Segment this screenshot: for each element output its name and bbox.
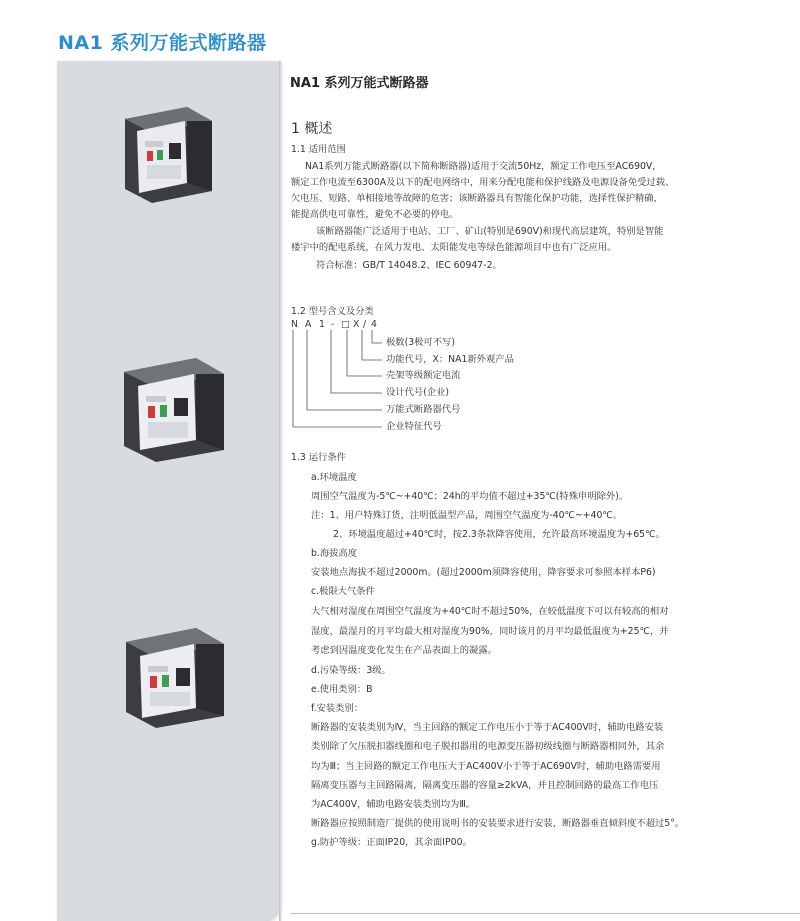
model-char: A — [305, 319, 312, 330]
paragraph-line: 楼宇中的配电系统，在风力发电、太阳能发电等绿色能源项目中也有广泛应用。 — [291, 242, 617, 253]
model-char: N — [291, 319, 298, 330]
paragraph-line: c.极限大气条件 — [311, 586, 375, 597]
paragraph-line: 该断路器能广泛适用于电站、工厂、矿山(特别是690V)和现代高层建筑，特别是智能 — [316, 226, 664, 237]
paragraph-line: 额定工作电流至6300A及以下的配电网络中，用来分配电能和保护线路及电源设备免受过载、 — [291, 177, 675, 188]
paragraph-line: 为AC400V，辅助电路安装类别均为Ⅲ。 — [311, 799, 476, 810]
paragraph-line: e.使用类别：B — [311, 684, 373, 695]
subsection-title: 1.3 运行条件 — [291, 452, 346, 463]
paragraph-line: 能提高供电可靠性，避免不必要的停电。 — [291, 209, 459, 220]
paragraph-line: 安装地点海拔不超过2000m。(超过2000m须降容使用，降容要求可参照本样本P6) — [311, 567, 656, 578]
model-label: 功能代号，X：NA1新外观产品 — [386, 354, 514, 365]
breaker-image-3 — [120, 620, 230, 730]
paragraph-line: a.环境温度 — [311, 472, 357, 483]
subsection-title: 1.1 适用范围 — [291, 144, 346, 155]
model-char: X — [353, 319, 360, 330]
paragraph-line: 大气相对湿度在周围空气温度为+40℃时不超过50%，在较低温度下可以有较高的相对 — [311, 606, 669, 617]
model-bracket-lines — [285, 330, 385, 434]
paragraph-line: 断路器的安装类别为Ⅳ，当主回路的额定工作电压小于等于AC400V时，辅助电路安装 — [311, 722, 664, 733]
model-label: 壳架等级额定电流 — [386, 370, 461, 381]
subsection-title: 1.2 型号含义及分类 — [291, 306, 374, 317]
model-char: / — [363, 319, 367, 330]
model-char: - — [331, 319, 335, 330]
paragraph-line: g.防护等级：正面IP20，其余面IP00。 — [311, 837, 472, 848]
paragraph-line: 注：1、用户特殊订货，注明低温型产品，周围空气温度为-40℃~+40℃。 — [311, 510, 623, 521]
paragraph-line: 欠电压、短路、单相接地等故障的危害；该断路器具有智能化保护功能，选择性保护精确， — [291, 193, 663, 204]
model-label: 极数(3极可不写) — [386, 337, 455, 348]
paragraph-line: b.海拔高度 — [311, 548, 358, 559]
paragraph-line: 2、环境温度超过+40℃时，按2.3条款降容使用，允许最高环境温度为+65℃。 — [333, 529, 665, 540]
paragraph-line: 隔离变压器与主回路隔离，隔离变压器的容量≥2kVA，并且控制回路的最高工作电压 — [311, 780, 659, 791]
paragraph-line: 湿度，最湿月的月平均最大相对湿度为90%，同时该月的月平均最低温度为+25℃，并 — [311, 626, 669, 637]
section-heading: 1 概述 — [291, 121, 333, 137]
paragraph-line: f.安装类别： — [311, 703, 364, 714]
model-char: 4 — [371, 319, 377, 330]
content-title: NA1 系列万能式断路器 — [290, 76, 429, 91]
model-char: 1 — [319, 319, 325, 330]
page-title: NA1 系列万能式断路器 — [58, 32, 267, 54]
paragraph-line: 断路器应按照制造厂提供的使用说明书的安装要求进行安装，断路器垂直倾斜度不超过5°。 — [311, 818, 685, 829]
bottom-divider — [290, 913, 800, 914]
model-label: 企业特征代号 — [386, 421, 442, 432]
paragraph-line: 考虑到因温度变化发生在产品表面上的凝露。 — [311, 645, 497, 656]
paragraph-line: 符合标准：GB/T 14048.2、IEC 60947-2。 — [316, 260, 502, 271]
paragraph-line: NA1系列万能式断路器(以下简称断路器)适用于交流50Hz，额定工作电压至AC690V， — [305, 161, 662, 172]
paragraph-line: 均为Ⅲ；当主回路的额定工作电压大于AC400V小于等于AC690V时，辅助电路需要用 — [311, 761, 661, 772]
model-label: 万能式断路器代号 — [386, 404, 461, 415]
breaker-image-2 — [118, 350, 228, 465]
model-label: 设计代号(企业) — [386, 387, 450, 398]
paragraph-line: d.污染等级：3级。 — [311, 665, 391, 676]
model-char: □ — [341, 319, 350, 330]
paragraph-line: 类别除了欠压脱扣器线圈和电子脱扣器用的电源变压器初级线圈与断路器相同外，其余 — [311, 741, 665, 752]
paragraph-line: 周围空气温度为-5℃~+40℃；24h的平均值不超过+35℃(特殊申明除外)。 — [311, 491, 629, 502]
breaker-image-1 — [117, 101, 217, 206]
sidebar-edge — [279, 61, 282, 921]
